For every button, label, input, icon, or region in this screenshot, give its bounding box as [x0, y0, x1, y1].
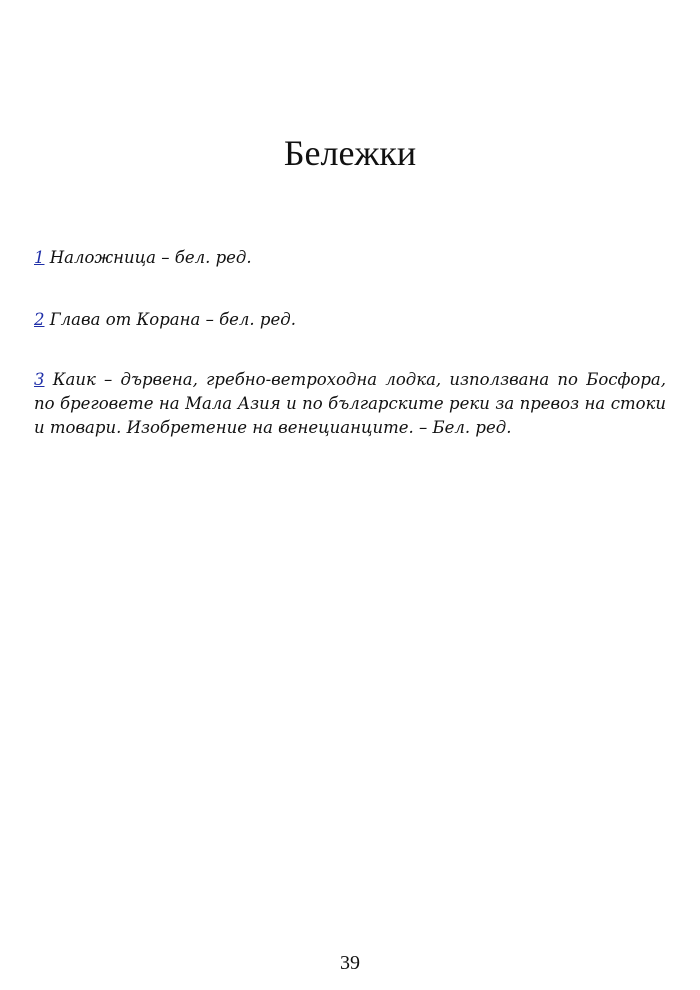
footnote-text: Глава от Корана – бел. ред.: [49, 310, 296, 329]
footnote-1: [34, 246, 666, 270]
page-number: 39: [340, 952, 360, 974]
footnote-ref-link[interactable]: 1: [34, 248, 45, 267]
footnote-3: [34, 368, 666, 440]
footnote-text: Наложница – бел. ред.: [49, 248, 252, 267]
footnote-text: Каик – дървена, гребно-ветроходна лодка, използвана по Босфора, по бреговете на Мала Азия и по българските реки за превоз на стоки и товари. Изобретение на венецианците. – Бел. ред.: [34, 370, 667, 437]
page-title: Бележки: [283, 133, 417, 173]
footnote-ref-link[interactable]: 3: [34, 370, 45, 389]
footnote-2: [34, 308, 666, 332]
footnote-ref-link[interactable]: 2: [34, 310, 45, 329]
